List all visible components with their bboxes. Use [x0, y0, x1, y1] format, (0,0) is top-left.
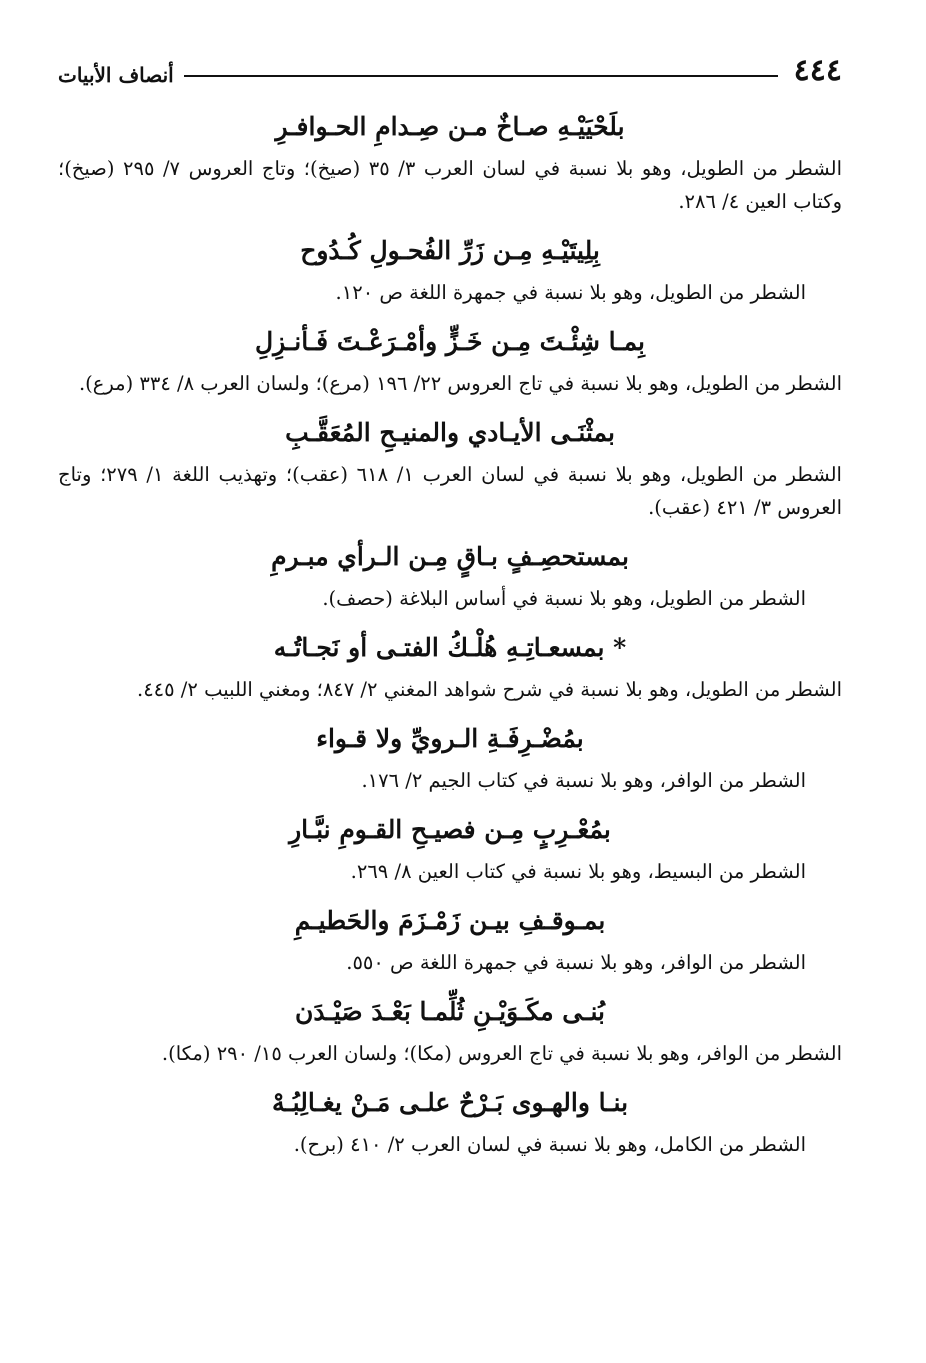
header-rule [184, 75, 778, 77]
verse-line: بنـا والهـوى بَـرْحٌ علـى مَـنْ يغـالِبُـهْ [271, 1088, 629, 1117]
verse-note: الشطر من الطويل، وهو بلا نسبة في لسان العرب ١/ ٦١٨ (عقب)؛ وتهذيب اللغة ١/ ٢٧٩؛ وتاج العروس ٣/ ٤٢١ (عقب). [58, 463, 842, 519]
verse-line: بمثْنَـى الأيـادي والمنيـحِ المُعَقَّـبِ [285, 418, 615, 447]
verse-entry [58, 902, 842, 979]
verse-line: بُنـى مكَـوَيْـنِ ثُلِّمـا بَعْـدَ صَيْـدَن [295, 997, 605, 1026]
verse-entry [58, 232, 842, 309]
verse-line: * بمسعـاتِـهِ هُلْـكُ الفتـى أو نَجـاتُـه [273, 633, 627, 662]
verse-entry [58, 1084, 842, 1161]
verse-note: الشطر من الطويل، وهو بلا نسبة في تاج العروس ٢٢/ ١٩٦ (مرع)؛ ولسان العرب ٨/ ٣٣٤ (مرع). [78, 372, 842, 395]
verse-entry [58, 323, 842, 400]
verse-line: بمُعْـرِبٍ مِـن فصيـحِ القـومِ نبَّـارِ [289, 815, 611, 844]
verse-entry [58, 538, 842, 615]
verse-line: بمستحصِـفٍ بـاقٍ مِـن الـرأي مبـرمِ [271, 542, 629, 571]
verse-line: بِمـا شِئْـتَ مِـن خَـزٍّ وأمْـرَعْـتَ فَـأنـزِلِ [254, 327, 645, 356]
verse-entry [58, 993, 842, 1070]
verse-line: بمـوقـفِ بيـن زَمْـزَمَ والحَطيـمِ [294, 906, 606, 935]
verse-entry [58, 720, 842, 797]
verse-note: الشطر من الكامل، وهو بلا نسبة في لسان العرب ٢/ ٤١٠ (برح). [293, 1133, 806, 1156]
verse-line: بِلِيتَيْـهِ مِـن زَرِّ الفُحـولِ كُـدُوح [300, 236, 600, 265]
verse-entry [58, 629, 842, 706]
verse-note: الشطر من البسيط، وهو بلا نسبة في كتاب العين ٨/ ٢٦٩. [350, 860, 806, 883]
verse-note: الشطر من الطويل، وهو بلا نسبة في جمهرة اللغة ص ١٢٠. [335, 281, 806, 304]
page-body [58, 108, 842, 1175]
verse-note: الشطر من الوافر، وهو بلا نسبة في كتاب الجيم ٢/ ١٧٦. [361, 769, 806, 792]
verse-note: الشطر من الوافر، وهو بلا نسبة في تاج العروس (مكا)؛ ولسان العرب ١٥/ ٢٩٠ (مكا). [161, 1042, 842, 1065]
page-number: ٤٤٤ [793, 53, 842, 88]
verse-entry [58, 414, 842, 524]
page-header [58, 42, 842, 86]
verse-line: بمُضْـرِفَـةِ الـرويِّ ولا قـواء [316, 724, 584, 753]
verse-note: الشطر من الطويل، وهو بلا نسبة في لسان العرب ٣/ ٣٥ (صيخ)؛ وتاج العروس ٧/ ٢٩٥ (صيخ)؛ وكتاب العين ٤/ ٢٨٦. [58, 157, 843, 213]
verse-entry [58, 811, 842, 888]
verse-line: بلَحْيَيْـهِ صـاخٌ مـن صِـدامِ الحـوافـرِ [275, 112, 625, 141]
verse-entry [58, 108, 842, 218]
verse-note: الشطر من الطويل، وهو بلا نسبة في أساس البلاغة (حصف). [322, 587, 806, 610]
running-title: أنصاف الأبيات [58, 63, 174, 87]
verse-note: الشطر من الوافر، وهو بلا نسبة في جمهرة اللغة ص ٥٥٠. [346, 951, 806, 974]
verse-note: الشطر من الطويل، وهو بلا نسبة في شرح شواهد المغني ٢/ ٨٤٧؛ ومغني اللبيب ٢/ ٤٤٥. [136, 678, 842, 701]
